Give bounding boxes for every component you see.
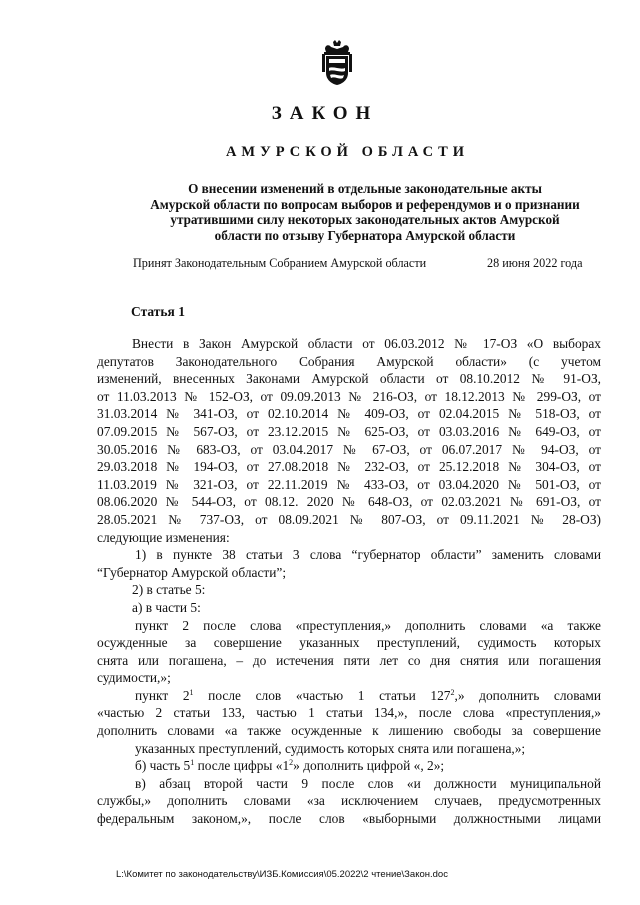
adopted-by: Принят Законодательным Собранием Амурской области [133, 256, 427, 270]
text-fragment: б) часть 5 [135, 758, 191, 774]
body-line: осужденные за совершение указанных преступлений, судимость которых [97, 635, 601, 651]
text-fragment: ,» дополнить словами [454, 687, 601, 703]
body-line: Внести в Закон Амурской области от 06.03.2012 № 17-ОЗ «О выборах [132, 336, 601, 351]
body-line [97, 687, 601, 705]
body-line: «частью 2 статьи 133, частью 1 статьи 134,», после слова «преступления,» [97, 705, 601, 721]
body-line: 2) в статье 5: [132, 582, 206, 598]
heading-line: области по отзыву Губернатора Амурской области [214, 227, 516, 243]
body-line: а) в части 5: [132, 599, 201, 615]
body-line: в) абзац второй части 9 после слов «и должности муниципальной [135, 775, 601, 791]
file-path-footer: L:\Комитет по законодательству\ИЗБ.Комиссия\05.2022\2 чтение\Закон.doc [116, 869, 448, 880]
body-line [97, 757, 601, 775]
body-line: службы,» дополнить словами «за исключением случаев, предусмотренных [97, 793, 601, 809]
heading-line: утратившими силу некоторых законодательных актов Амурской [170, 212, 560, 227]
article-title: Статья 1 [131, 304, 185, 319]
body-line: пункт 2 после слова «преступления,» дополнить словами «а также [135, 617, 601, 633]
body-line: 08.06.2020 № 544-ОЗ, от 08.12. 2020 № 648-ОЗ, от 02.03.2021 № 691-ОЗ, от [97, 494, 601, 510]
law-title: ЗАКОН [271, 103, 379, 124]
body-line: указанных преступлений, судимость которых снята или погашена,»; [135, 740, 526, 756]
body-line: “Губернатор Амурской области”; [97, 564, 287, 580]
body-line: 31.03.2014 № 341-ОЗ, от 02.10.2014 № 409-ОЗ, от 02.04.2015 № 518-ОЗ, от [97, 406, 601, 422]
adopted-date: 28 июня 2022 года [487, 256, 583, 270]
article-body [97, 335, 601, 828]
text-fragment: после слов «частью 1 статьи 127 [193, 687, 451, 703]
coat-of-arms-emblem [316, 40, 358, 86]
superscript: 1 [190, 758, 195, 768]
heading-line: Амурской области по вопросам выборов и референдумов и о признании [150, 196, 580, 212]
body-line: 07.09.2015 № 567-ОЗ, от 23.12.2015 № 625-ОЗ, от 03.03.2016 № 649-ОЗ, от [97, 423, 601, 439]
superscript: 2 [450, 687, 455, 697]
body-line: дополнить словами «а также осужденные к лишению свободы за совершение [97, 723, 601, 739]
body-line: 1) в пункте 38 статьи 3 слова “губернатор области” заменить словами [135, 547, 601, 563]
heading-line: О внесении изменений в отдельные законодательные акты [188, 181, 542, 196]
body-line: 29.03.2018 № 194-ОЗ, от 27.08.2018 № 232-ОЗ, от 25.12.2018 № 304-ОЗ, от [97, 459, 601, 475]
superscript: 1 [189, 687, 194, 697]
superscript: 2 [289, 758, 294, 768]
body-line: 30.05.2016 № 683-ОЗ, от 03.04.2017 № 67-ОЗ, от 06.07.2017 № 94-ОЗ, от [97, 441, 601, 457]
body-line: судимости,»; [97, 670, 171, 686]
body-line: 11.03.2019 № 321-ОЗ, от 22.11.2019 № 433-ОЗ, от 03.04.2020 № 501-ОЗ, от [97, 476, 601, 492]
body-line: депутатов Законодательного Собрания Амурской области» (с учетом [97, 353, 601, 369]
body-line: от 11.03.2013 № 152-ОЗ, от 09.09.2013 № 216-ОЗ, от 18.12.2013 № 299-ОЗ, от [97, 388, 601, 404]
body-line: изменений, внесенных Законами Амурской области от 08.10.2012 № 91-ОЗ, [97, 371, 601, 387]
text-fragment: » дополнить цифрой «, 2»; [293, 758, 445, 774]
body-line: следующие изменения: [97, 529, 230, 545]
body-line: федеральным законом,», после слов «выборными должностными лицами [97, 811, 601, 827]
region-title: АМУРСКОЙ ОБЛАСТИ [225, 144, 470, 160]
text-fragment: после цифры «1 [194, 758, 290, 774]
body-line: 28.05.2021 № 737-ОЗ, от 08.09.2021 № 807-ОЗ, от 09.11.2021 № 28-ОЗ) [97, 511, 601, 527]
law-heading [120, 181, 610, 243]
text-fragment: пункт 2 [135, 687, 190, 703]
body-line: снята или погашена, – до истечения пяти лет со дня снятия или погашения [97, 652, 601, 668]
